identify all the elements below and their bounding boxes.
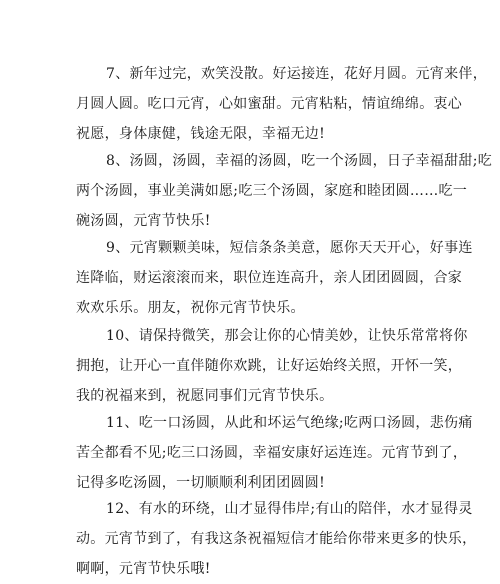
- paragraph-7: [76, 59, 488, 149]
- paragraph-line: 苦全都看不见;吃三口汤圆，幸福安康好运连连。元宵节到了，: [76, 445, 468, 461]
- paragraph-line: 10、请保持微笑，那会让你的心情美妙，让快乐常常将你: [106, 328, 468, 344]
- paragraph-line: 动。元宵节到了，有我这条祝福短信才能给你带来更多的快乐，: [76, 531, 477, 547]
- paragraph-line: 欢欢乐乐。朋友，祝你元宵节快乐。: [76, 300, 305, 316]
- paragraph-line: 11、吃一口汤圆，从此和坏运气绝缘;吃两口汤圆，悲伤痛: [106, 415, 473, 431]
- paragraph-line: 月圆人圆。吃口元宵，心如蜜甜。元宵粘粘，情谊绵绵。衷心: [76, 96, 463, 112]
- paragraph-10: [76, 321, 476, 411]
- paragraph-8: [76, 146, 493, 236]
- paragraph-line: 8、汤圆，汤圆，幸福的汤圆，吃一个汤圆，日子幸福甜甜;吃: [106, 153, 493, 169]
- paragraph-line: 连降临，财运滚滚而来，职位连连高升，亲人团团圆圆，合家: [76, 270, 463, 286]
- paragraph-line: 两个汤圆，事业美满如愿;吃三个汤圆，家庭和睦团圆……吃一: [76, 183, 468, 199]
- paragraph-line: 拥抱，让开心一直伴随你欢跳，让好运始终关照，开怀一笑，: [76, 358, 463, 374]
- paragraph-line: 7、新年过完，欢笑没散。好运接连，花好月圆。元宵来伴，: [106, 66, 488, 82]
- paragraph-12: [76, 494, 476, 584]
- paragraph-line: 祝愿，身体康健，钱途无限，幸福无边!: [76, 126, 326, 142]
- paragraph-line: 9、元宵颗颗美味，短信条条美意，愿你天天开心，好事连: [106, 240, 473, 256]
- paragraph-line: 我的祝福来到，祝愿同事们元宵节快乐。: [76, 388, 334, 404]
- paragraph-line: 12、有水的环绕，山才显得伟岸;有山的陪伴，水才显得灵: [106, 501, 473, 517]
- paragraph-line: 记得多吃汤圆，一切顺顺利利团团圆圆!: [76, 475, 326, 491]
- paragraph-line: 啊啊，元宵节快乐哦!: [76, 561, 211, 577]
- paragraph-9: [76, 233, 476, 323]
- paragraph-11: [76, 408, 476, 498]
- paragraph-line: 碗汤圆，元宵节快乐!: [76, 213, 211, 229]
